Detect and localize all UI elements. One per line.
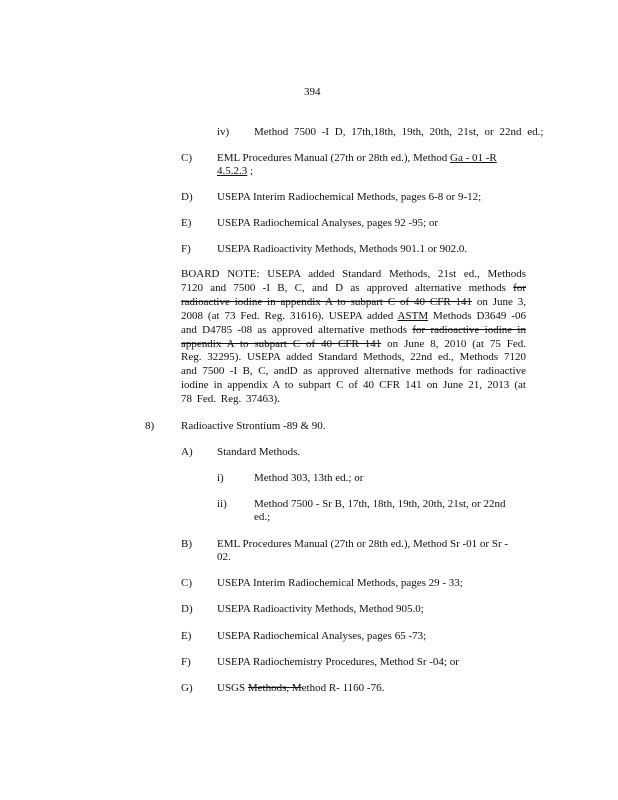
section-8-label: 8) (145, 420, 155, 432)
s8-text-f: USEPA Radiochemistry Procedures, Method Sr -04; or (217, 656, 459, 668)
s8-text-b-line2: 02. (217, 551, 231, 563)
s8-label-f: F) (181, 656, 191, 668)
item-text-c-underlined-2: 4.5.2.3 (217, 165, 248, 177)
board-note-text-3: Methods D3649 -06 and D4785 -08 as approved alternative methods (181, 309, 526, 336)
board-note-underlined: ASTM (397, 309, 429, 322)
item-text-f: USEPA Radioactivity Methods, Methods 901.1 or 902.0. (217, 243, 468, 255)
s8-text-e: USEPA Radiochemical Analyses, pages 65 -73; (217, 630, 427, 642)
s8-text-c: USEPA Interim Radiochemical Methods, pages 29 - 33; (217, 577, 463, 589)
s8-label-a: A) (181, 446, 193, 458)
s8-text-b-line1: EML Procedures Manual (27th or 28th ed.), Method Sr -01 or Sr - (217, 538, 509, 550)
item-text-c-line1 (217, 152, 497, 164)
item-label-iv: iv) (217, 126, 230, 138)
s8-label-c: C) (181, 577, 192, 589)
item-text-c-suffix: ; (247, 165, 254, 177)
board-note (181, 268, 526, 407)
s8-label-g: G) (181, 682, 193, 694)
s8-label-d: D) (181, 603, 193, 615)
s8-text-a-ii-line2: ed.; (254, 511, 271, 523)
s8-text-a-ii-line1: Method 7500 - Sr B, 17th, 18th, 19th, 20th, 21st, or 22nd (254, 498, 506, 510)
board-note-struck-2: for radioactive iodine in appendix A to subpart C of 40 CFR 141 (181, 323, 526, 350)
s8-text-g-suffix: ethod R- 1160 -76. (301, 682, 385, 694)
board-note-struck-1: for radioactive iodine in appendix A to subpart C of 40 CFR 141 (181, 281, 526, 308)
item-label-f: F) (181, 243, 191, 255)
section-8-title: Radioactive Strontium -89 & 90. (181, 420, 326, 432)
item-label-c: C) (181, 152, 192, 164)
s8-text-d: USEPA Radioactivity Methods, Method 905.0; (217, 603, 424, 615)
item-label-d: D) (181, 191, 193, 203)
s8-label-a-i: i) (217, 472, 224, 484)
s8-text-a-i: Method 303, 13th ed.; or (254, 472, 364, 484)
s8-text-a: Standard Methods. (217, 446, 301, 458)
item-text-c-underlined: Ga - 01 -R (450, 152, 497, 164)
item-text-c-line2 (217, 165, 253, 177)
s8-label-e: E) (181, 630, 192, 642)
s8-label-b: B) (181, 538, 192, 550)
board-note-text-4: on June 8, 2010 (at 75 Fed. Reg. 32295). USEPA added Standard Methods, 22nd ed., Methods 7120 and 7500 -I B, C, andD as approved alternative methods for radioactive iodine in appendix A to subpart C of 40 CFR 141 on June 21, 2013 (at 78 Fed. Reg. 37463). (181, 337, 527, 406)
board-note-text-1: BOARD NOTE: USEPA added Standard Methods, 21st ed., Methods 7120 and 7500 -I B, C, and D as approved alternative methods (181, 268, 526, 294)
s8-text-g-struck: Methods, M (247, 682, 302, 694)
page-number: 394 (304, 86, 321, 98)
item-text-e: USEPA Radiochemical Analyses, pages 92 -95; or (217, 217, 439, 229)
board-note-text-2: on June 3, 2008 (at 73 Fed. Reg. 31616). USEPA added (181, 295, 526, 322)
item-text-d: USEPA Interim Radiochemical Methods, pages 6-8 or 9-12; (217, 191, 482, 203)
item-label-e: E) (181, 217, 192, 229)
item-text-iv: Method 7500 -I D, 17th,18th, 19th, 20th, 21st, or 22nd ed.; (254, 126, 544, 138)
s8-text-g-prefix: USGS (217, 682, 248, 694)
s8-label-a-ii: ii) (217, 498, 227, 510)
s8-text-g (217, 682, 384, 694)
item-text-c-prefix: EML Procedures Manual (27th or 28th ed.), Method (217, 152, 450, 164)
